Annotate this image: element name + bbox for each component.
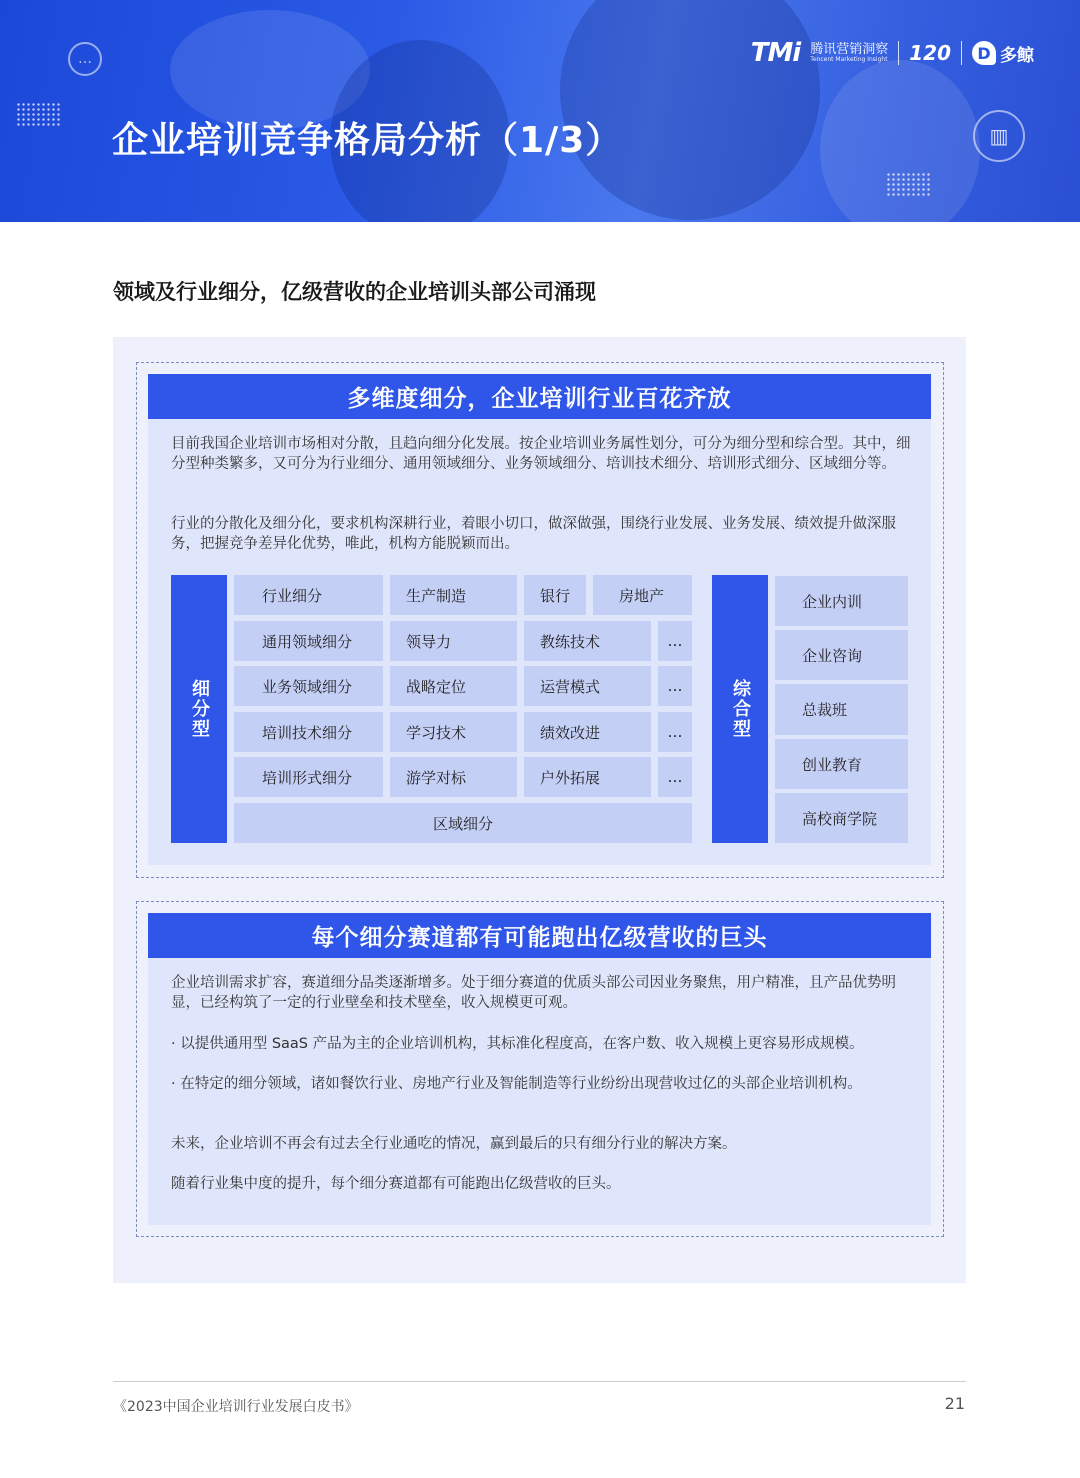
section2-bullet1: · 以提供通用型 SaaS 产品为主的企业培训机构，其标准化程度高，在客户数、收入规模上更容易形成规模。 bbox=[171, 1036, 864, 1052]
matrix-row-label: 业务领域细分 bbox=[234, 666, 383, 706]
logo-divider bbox=[961, 41, 962, 65]
comprehensive-item: 总裁班 bbox=[775, 684, 908, 735]
section2-para2: 未来，企业培训不再会有过去全行业通吃的情况，赢到最后的只有细分行业的解决方案。 bbox=[171, 1136, 737, 1152]
matrix-cell: 绩效改进 bbox=[524, 712, 651, 752]
tmi-logo-en: Tencent Marketing Insight bbox=[810, 55, 888, 63]
matrix-row-label: 培训技术细分 bbox=[234, 712, 383, 752]
matrix-cell: 户外拓展 bbox=[524, 757, 651, 797]
banner-photo-shape bbox=[560, 0, 820, 220]
comprehensive-item: 高校商学院 bbox=[775, 793, 908, 843]
chat-icon: … bbox=[68, 42, 102, 76]
duojing-logo-name: 多鲸 bbox=[1000, 45, 1034, 66]
matrix-cell: 银行 bbox=[524, 575, 586, 615]
anniversary-logo: 120 bbox=[909, 41, 951, 65]
comprehensive-item: 企业咨询 bbox=[775, 630, 908, 680]
duojing-logo bbox=[972, 41, 1034, 66]
page-title: 企业培训竞争格局分析（1/3） bbox=[112, 120, 623, 161]
matrix-cell: 房地产 bbox=[593, 575, 692, 615]
footer-divider bbox=[113, 1381, 966, 1382]
matrix-cell-ellipsis: … bbox=[658, 621, 692, 661]
matrix-row-label: 通用领域细分 bbox=[234, 621, 383, 661]
dot-pattern bbox=[16, 102, 62, 128]
matrix-cell: 战略定位 bbox=[390, 666, 517, 706]
footer-doc-title: 《2023中国企业培训行业发展白皮书》 bbox=[113, 1399, 359, 1415]
tmi-logo: TMi bbox=[750, 38, 801, 68]
section2-para1: 企业培训需求扩容，赛道细分品类逐渐增多。处于细分赛道的优质头部公司因业务聚焦，用户精准，且产品优势明显，已经构筑了一定的行业壁垒和技术壁垒，收入规模更可观。 bbox=[171, 975, 896, 1011]
matrix-cell: 生产制造 bbox=[390, 575, 517, 615]
section1-para2: 行业的分散化及细分化，要求机构深耕行业，着眼小切口，做深做强，围绕行业发展、业务发展、绩效提升做深服务，把握竞争差异化优势，唯此，机构方能脱颖而出。 bbox=[171, 516, 896, 552]
matrix-cell: 教练技术 bbox=[524, 621, 651, 661]
tmi-logo-text bbox=[810, 43, 888, 64]
matrix-row-label: 培训形式细分 bbox=[234, 757, 383, 797]
tmi-logo-cn: 腾讯营销洞察 bbox=[810, 41, 889, 57]
brand-logos bbox=[751, 38, 1034, 68]
section1-header: 多维度细分，企业培训行业百花齐放 bbox=[148, 374, 931, 419]
section2-bullet2: · 在特定的细分领域，诸如餐饮行业、房地产行业及智能制造等行业纷纷出现营收过亿的头部企业培训机构。 bbox=[171, 1076, 862, 1092]
matrix-cell: 学习技术 bbox=[390, 712, 517, 752]
matrix-cell-ellipsis: … bbox=[658, 666, 692, 706]
section2-header: 每个细分赛道都有可能跑出亿级营收的巨头 bbox=[148, 913, 931, 958]
comprehensive-item: 企业内训 bbox=[775, 576, 908, 626]
matrix-cell: 游学对标 bbox=[390, 757, 517, 797]
matrix-region-row: 区域细分 bbox=[234, 803, 692, 843]
matrix-cell: 运营模式 bbox=[524, 666, 651, 706]
section-subtitle: 领域及行业细分，亿级营收的企业培训头部公司涌现 bbox=[113, 280, 596, 304]
matrix-row-label: 行业细分 bbox=[234, 575, 383, 615]
page-number: 21 bbox=[944, 1394, 965, 1413]
section2-para3: 随着行业集中度的提升，每个细分赛道都有可能跑出亿级营收的巨头。 bbox=[171, 1176, 621, 1192]
matrix-cell-ellipsis: … bbox=[658, 712, 692, 752]
duojing-logo-icon: D bbox=[972, 41, 996, 65]
matrix-cell-ellipsis: … bbox=[658, 757, 692, 797]
logo-divider bbox=[898, 41, 899, 65]
comprehensive-item: 创业教育 bbox=[775, 739, 908, 789]
section1-para1: 目前我国企业培训市场相对分散，且趋向细分化发展。按企业培训业务属性划分，可分为细分型和综合型。其中，细分型种类繁多，又可分为行业细分、通用领域细分、业务领域细分、培训技术细分、培训形式细分、区域细分等。 bbox=[171, 436, 911, 472]
dot-pattern bbox=[886, 172, 932, 198]
book-icon: ▥ bbox=[973, 110, 1025, 162]
matrix-cell: 领导力 bbox=[390, 621, 517, 661]
header-banner bbox=[0, 0, 1080, 222]
comprehensive-type-label: 综合型 bbox=[712, 575, 768, 843]
segmented-type-label: 细分型 bbox=[171, 575, 227, 843]
